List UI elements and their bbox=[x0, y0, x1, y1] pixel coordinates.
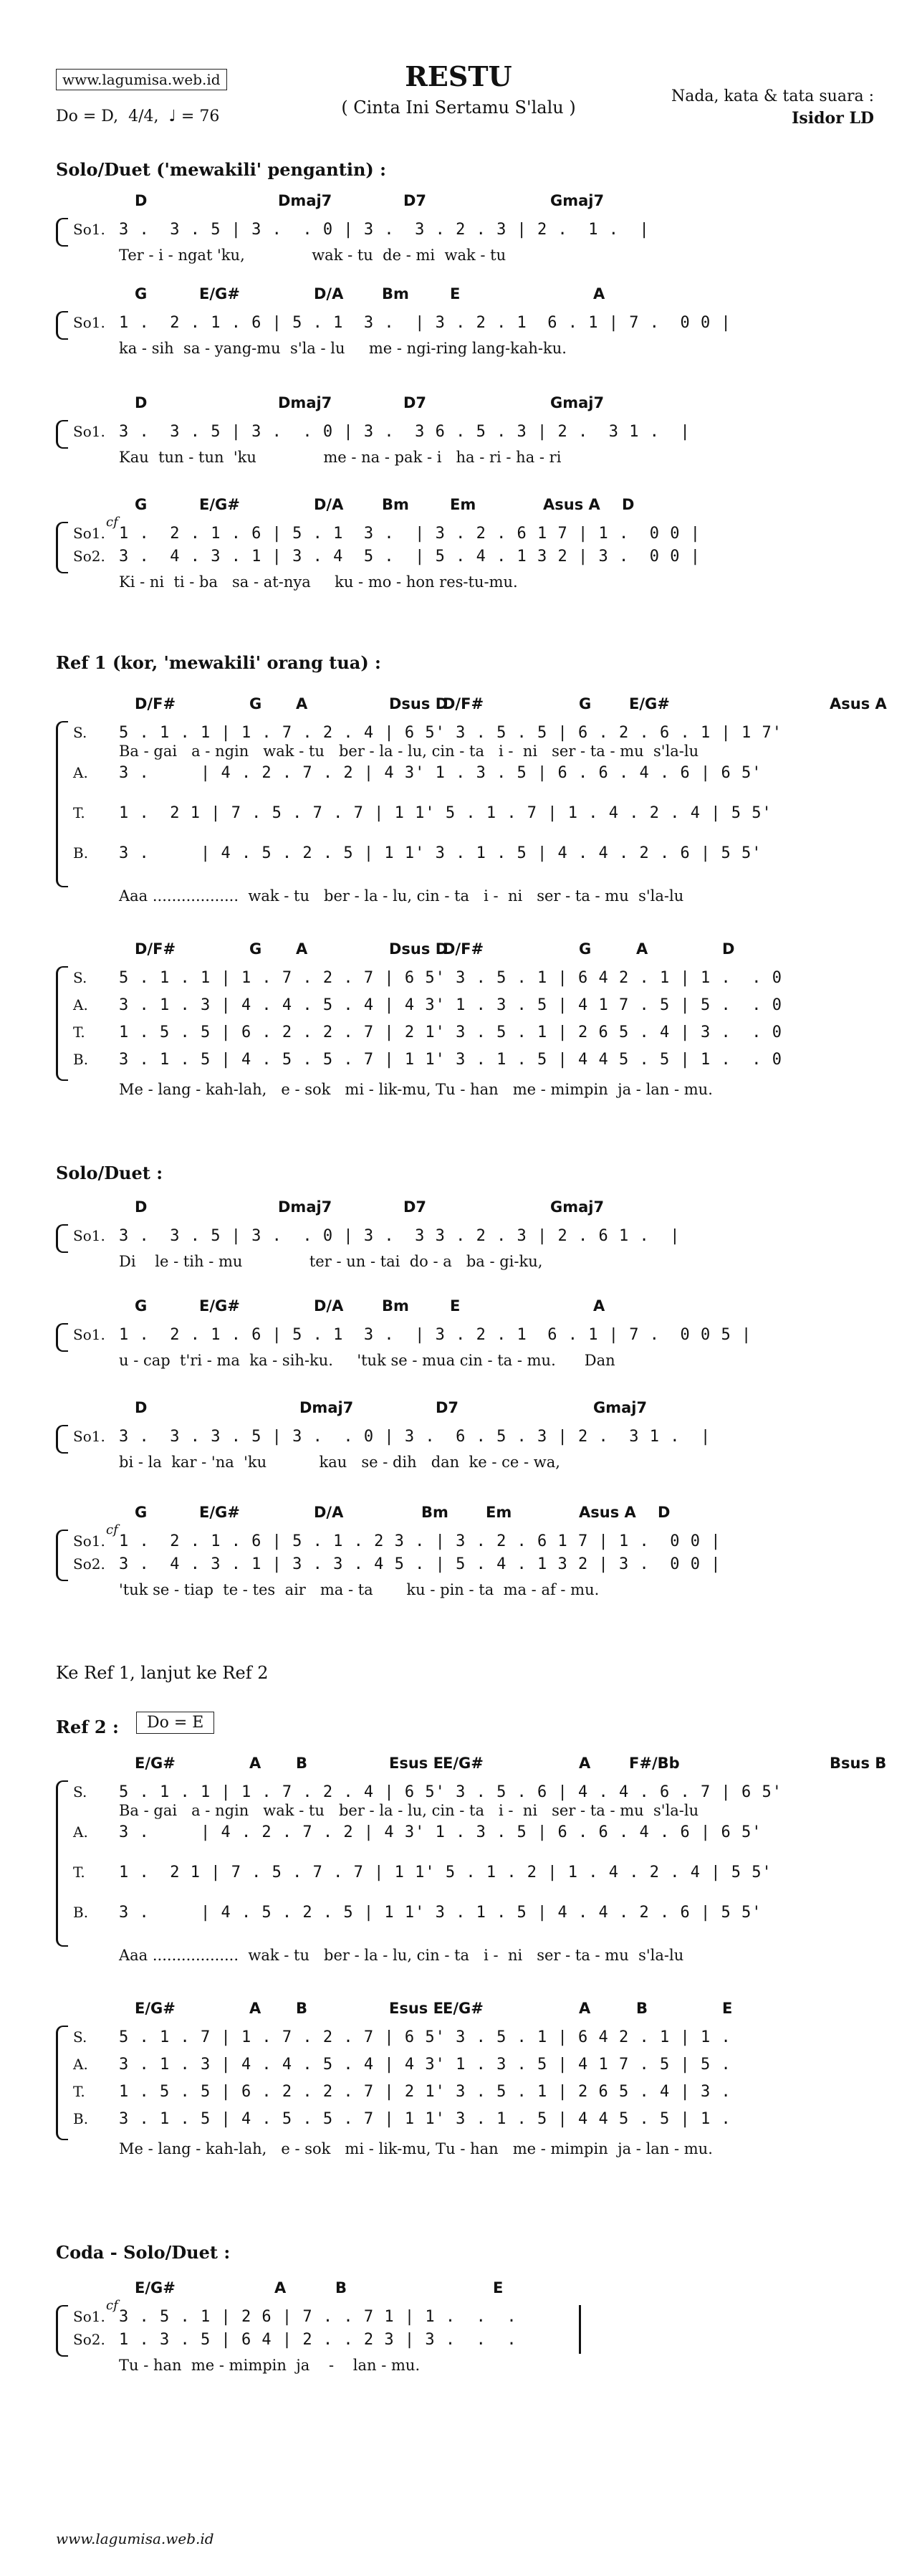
lyric-line: ka - sih sa - yang-mu s'la - lu me - ngi-ring lang-kah-ku. bbox=[119, 340, 567, 357]
final-barline bbox=[579, 2305, 581, 2354]
chord-symbol: E/G# bbox=[443, 2000, 484, 2017]
chord-symbol: D/F# bbox=[443, 940, 484, 958]
part-label: T. bbox=[73, 804, 85, 821]
part-label: A. bbox=[73, 764, 88, 781]
chord-symbol: Bm bbox=[382, 496, 409, 513]
cf-marker: cf bbox=[106, 1522, 118, 1537]
part-label: So1. bbox=[73, 221, 105, 238]
system-brace bbox=[56, 420, 68, 449]
part-label: So1. bbox=[73, 1326, 105, 1343]
note-line: 3 . | 4 . 2 . 7 . 2 | 4 3' 1 . 3 . 5 | 6 . 6 . 4 . 6 | 6 5' bbox=[119, 1823, 762, 1841]
system-brace bbox=[56, 2026, 68, 2140]
chord-symbol: Gmaj7 bbox=[550, 394, 605, 411]
system-brace bbox=[56, 1425, 68, 1454]
note-line: 3 . 1 . 3 | 4 . 4 . 5 . 4 | 4 3' 1 . 3 . 5 | 4 1 7 . 5 | 5 . . 0 bbox=[119, 996, 782, 1014]
lyric-line: Me - lang - kah-lah, e - sok mi - lik-mu, Tu - han me - mimpin ja - lan - mu. bbox=[119, 2140, 713, 2157]
chord-symbol: A bbox=[593, 1297, 605, 1315]
note-line: 3 . 1 . 3 | 4 . 4 . 5 . 4 | 4 3' 1 . 3 . 5 | 4 1 7 . 5 | 5 . bbox=[119, 2056, 731, 2074]
ref2-key-box: Do = E bbox=[136, 1712, 214, 1734]
chord-symbol: A bbox=[296, 940, 308, 958]
lyric-line: Di le - tih - mu ter - un - tai do - a ba - gi-ku, bbox=[119, 1253, 543, 1270]
chord-symbol: Dsus D bbox=[389, 940, 448, 958]
lyric-line: Ter - i - ngat 'ku, wak - tu de - mi wak - tu bbox=[119, 247, 506, 264]
chord-symbol: E bbox=[493, 2279, 504, 2296]
system-12 bbox=[56, 2000, 873, 2186]
lyric-line: bi - la kar - 'na 'ku kau se - dih dan ke - ce - wa, bbox=[119, 1454, 560, 1471]
section-ref-1: Ref 1 (kor, 'mewakili' orang tua) : bbox=[56, 652, 381, 673]
note-line: 5 . 1 . 7 | 1 . 7 . 2 . 7 | 6 5' 3 . 5 . 1 | 6 4 2 . 1 | 1 . bbox=[119, 2028, 731, 2046]
part-label: B. bbox=[73, 1904, 89, 1921]
system-brace bbox=[56, 1323, 68, 1352]
system-1 bbox=[56, 192, 873, 271]
note-line: 1 . 5 . 5 | 6 . 2 . 2 . 7 | 2 1' 3 . 5 . 1 | 2 6 5 . 4 | 3 . bbox=[119, 2083, 731, 2101]
page-title: RESTU bbox=[405, 60, 512, 92]
page-subtitle: ( Cinta Ini Sertamu S'lalu ) bbox=[341, 97, 576, 118]
chord-symbol: E/G# bbox=[135, 2000, 176, 2017]
chord-symbol: Bm bbox=[382, 285, 409, 302]
author-label: Nada, kata & tata suara : bbox=[671, 87, 874, 105]
chord-symbol: E/G# bbox=[443, 1755, 484, 1772]
chord-symbol: Esus E bbox=[389, 2000, 443, 2017]
footer-url: www.lagumisa.web.id bbox=[56, 2530, 214, 2547]
chord-symbol: A bbox=[579, 2000, 591, 2017]
lyric-line: Ba - gai a - ngin wak - tu ber - la - lu, cin - ta i - ni ser - ta - mu s'la-lu bbox=[119, 1802, 699, 1819]
lyric-line: Me - lang - kah-lah, e - sok mi - lik-mu, Tu - han me - mimpin ja - lan - mu. bbox=[119, 1081, 713, 1098]
lyric-line: Aaa .................. wak - tu ber - la - lu, cin - ta i - ni ser - ta - mu s'la-lu bbox=[119, 1947, 684, 1964]
section-solo-2: Solo/Duet : bbox=[56, 1163, 163, 1183]
lyric-line: Ki - ni ti - ba sa - at-nya ku - mo - hon res-tu-mu. bbox=[119, 573, 518, 591]
chord-symbol: B bbox=[296, 2000, 308, 2017]
note-line: 3 . 3 . 5 | 3 . . 0 | 3 . 3 . 2 . 3 | 2 . 1 . | bbox=[119, 221, 650, 239]
chord-symbol: B bbox=[335, 2279, 347, 2296]
chord-symbol: D7 bbox=[403, 1198, 427, 1216]
chord-symbol: Dmaj7 bbox=[278, 394, 332, 411]
chord-symbol: Bm bbox=[421, 1504, 448, 1521]
chord-symbol: G bbox=[249, 695, 262, 712]
system-3 bbox=[56, 394, 873, 473]
chord-symbol: Dmaj7 bbox=[299, 1399, 354, 1416]
part-label: So1. bbox=[73, 423, 105, 440]
cf-marker: cf bbox=[106, 2298, 118, 2313]
lyric-line: Kau tun - tun 'ku me - na - pak - i ha - ri - ha - ri bbox=[119, 449, 562, 466]
chord-symbol: A bbox=[296, 695, 308, 712]
system-brace bbox=[56, 1780, 68, 1947]
note-line: 3 . | 4 . 5 . 2 . 5 | 1 1' 3 . 1 . 5 | 4 . 4 . 2 . 6 | 5 5' bbox=[119, 1904, 762, 1922]
system-brace bbox=[56, 1530, 68, 1581]
chord-symbol: Dsus D bbox=[389, 695, 448, 712]
chord-symbol: D7 bbox=[403, 192, 427, 209]
chord-symbol: G bbox=[135, 1297, 148, 1315]
chord-symbol: D bbox=[135, 192, 148, 209]
chord-symbol: A bbox=[249, 2000, 261, 2017]
part-label: So2. bbox=[73, 1555, 105, 1573]
chord-symbol: B bbox=[636, 2000, 648, 2017]
chord-symbol: Em bbox=[450, 496, 476, 513]
part-label: A. bbox=[73, 1823, 88, 1841]
part-label: S. bbox=[73, 1783, 87, 1800]
chord-symbol: G bbox=[135, 285, 148, 302]
lyric-line: Ba - gai a - ngin wak - tu ber - la - lu, cin - ta i - ni ser - ta - mu s'la-lu bbox=[119, 743, 699, 760]
note-line: 3 . 5 . 1 | 2 6 | 7 . . 7 1 | 1 . . . bbox=[119, 2308, 517, 2326]
chord-symbol: G bbox=[249, 940, 262, 958]
system-11 bbox=[56, 1755, 887, 1991]
chord-symbol: E bbox=[450, 285, 461, 302]
system-5 bbox=[56, 695, 887, 932]
chord-symbol: D/A bbox=[314, 1504, 344, 1521]
chord-symbol: G bbox=[135, 496, 148, 513]
key-tempo-line: Do = D, 4/4, ♩ = 76 bbox=[56, 108, 220, 125]
chord-symbol: A bbox=[579, 1755, 591, 1772]
part-label: So1. bbox=[73, 1428, 105, 1445]
chord-symbol: G bbox=[579, 940, 592, 958]
part-label: A. bbox=[73, 2056, 88, 2073]
note-line: 1 . 2 1 | 7 . 5 . 7 . 7 | 1 1' 5 . 1 . 7 | 1 . 4 . 2 . 4 | 5 5' bbox=[119, 804, 772, 822]
system-8 bbox=[56, 1297, 873, 1376]
lyric-line: u - cap t'ri - ma ka - sih-ku. 'tuk se - mua cin - ta - mu. Dan bbox=[119, 1352, 615, 1369]
chord-symbol: D/A bbox=[314, 285, 344, 302]
system-9 bbox=[56, 1399, 873, 1478]
system-7 bbox=[56, 1198, 873, 1277]
section-ref-2: Ref 2 : bbox=[56, 1717, 119, 1737]
system-brace bbox=[56, 721, 68, 887]
note-line: 1 . 2 1 | 7 . 5 . 7 . 7 | 1 1' 5 . 1 . 2 | 1 . 4 . 2 . 4 | 5 5' bbox=[119, 1864, 772, 1881]
note-line: 5 . 1 . 1 | 1 . 7 . 2 . 7 | 6 5' 3 . 5 . 1 | 6 4 2 . 1 | 1 . . 0 bbox=[119, 969, 782, 987]
note-line: 5 . 1 . 1 | 1 . 7 . 2 . 4 | 6 5' 3 . 5 . 5 | 6 . 2 . 6 . 1 | 1 7' bbox=[119, 724, 782, 742]
system-10 bbox=[56, 1504, 873, 1618]
chord-symbol: A bbox=[593, 285, 605, 302]
chord-symbol: Gmaj7 bbox=[593, 1399, 648, 1416]
part-label: So2. bbox=[73, 2331, 105, 2348]
chord-symbol: E/G# bbox=[199, 285, 240, 302]
chord-symbol: A bbox=[274, 2279, 287, 2296]
chord-symbol: D7 bbox=[403, 394, 427, 411]
chord-symbol: F#/Bb bbox=[629, 1755, 680, 1772]
system-brace bbox=[56, 522, 68, 573]
chord-symbol: Gmaj7 bbox=[550, 1198, 605, 1216]
chord-symbol: D bbox=[658, 1504, 671, 1521]
note-line: 1 . 2 . 1 . 6 | 5 . 1 . 2 3 . | 3 . 2 . 6 1 7 | 1 . 0 0 | bbox=[119, 1532, 721, 1550]
part-label: So1. bbox=[73, 1227, 105, 1244]
chord-symbol: Esus E bbox=[389, 1755, 443, 1772]
chord-symbol: D bbox=[135, 1198, 148, 1216]
system-4 bbox=[56, 496, 873, 611]
author-name: Isidor LD bbox=[792, 109, 874, 128]
note-line: 3 . 3 . 5 | 3 . . 0 | 3 . 3 3 . 2 . 3 | 2 . 6 1 . | bbox=[119, 1227, 681, 1245]
cf-marker: cf bbox=[106, 515, 118, 530]
lyric-line: 'tuk se - tiap te - tes air ma - ta ku - pin - ta ma - af - mu. bbox=[119, 1581, 600, 1598]
chord-symbol: D/F# bbox=[443, 695, 484, 712]
system-13 bbox=[56, 2279, 873, 2394]
system-brace bbox=[56, 966, 68, 1081]
system-2 bbox=[56, 285, 873, 364]
chord-symbol: D/A bbox=[314, 1297, 344, 1315]
chord-symbol: D/F# bbox=[135, 695, 176, 712]
note-line: 1 . 5 . 5 | 6 . 2 . 2 . 7 | 2 1' 3 . 5 . 1 | 2 6 5 . 4 | 3 . . 0 bbox=[119, 1024, 782, 1041]
system-brace bbox=[56, 218, 68, 247]
chord-symbol: E bbox=[450, 1297, 461, 1315]
chord-symbol: Em bbox=[486, 1504, 512, 1521]
note-line: 3 . 3 . 5 | 3 . . 0 | 3 . 3 6 . 5 . 3 | 2 . 3 1 . | bbox=[119, 423, 691, 441]
part-label: So1. bbox=[73, 2308, 105, 2325]
part-label: S. bbox=[73, 2028, 87, 2046]
chord-symbol: Gmaj7 bbox=[550, 192, 605, 209]
system-brace bbox=[56, 1224, 68, 1253]
chord-symbol: B bbox=[296, 1755, 308, 1772]
note-line: 3 . 4 . 3 . 1 | 3 . 3 . 4 5 . | 5 . 4 . 1 3 2 | 3 . 0 0 | bbox=[119, 1555, 721, 1573]
note-line: 3 . | 4 . 2 . 7 . 2 | 4 3' 1 . 3 . 5 | 6 . 6 . 4 . 6 | 6 5' bbox=[119, 764, 762, 782]
part-label: S. bbox=[73, 969, 87, 986]
chord-symbol: G bbox=[135, 1504, 148, 1521]
chord-symbol: E/G# bbox=[135, 1755, 176, 1772]
part-label: T. bbox=[73, 2083, 85, 2100]
note-line: 3 . 3 . 3 . 5 | 3 . . 0 | 3 . 6 . 5 . 3 | 2 . 3 1 . | bbox=[119, 1428, 711, 1446]
note-line: 3 . 1 . 5 | 4 . 5 . 5 . 7 | 1 1' 3 . 1 . 5 | 4 4 5 . 5 | 1 . bbox=[119, 2110, 731, 2128]
chord-symbol: Bsus B bbox=[830, 1755, 887, 1772]
chord-symbol: A bbox=[249, 1755, 261, 1772]
note-line: 1 . 3 . 5 | 6 4 | 2 . . 2 3 | 3 . . . bbox=[119, 2331, 517, 2349]
part-label: A. bbox=[73, 996, 88, 1013]
lyric-line: Tu - han me - mimpin ja - lan - mu. bbox=[119, 2357, 421, 2374]
chord-symbol: D7 bbox=[436, 1399, 459, 1416]
chord-symbol: Asus A bbox=[830, 695, 887, 712]
part-label: B. bbox=[73, 2110, 89, 2127]
part-label: So1. bbox=[73, 1532, 105, 1550]
chord-symbol: E/G# bbox=[199, 1504, 240, 1521]
part-label: B. bbox=[73, 844, 89, 862]
system-brace bbox=[56, 311, 68, 340]
section-solo-1: Solo/Duet ('mewakili' pengantin) : bbox=[56, 159, 386, 180]
part-label: So1. bbox=[73, 525, 105, 542]
chord-symbol: E/G# bbox=[199, 1297, 240, 1315]
note-line: 3 . | 4 . 5 . 2 . 5 | 1 1' 3 . 1 . 5 | 4 . 4 . 2 . 6 | 5 5' bbox=[119, 844, 762, 862]
part-label: So2. bbox=[73, 548, 105, 565]
part-label: So1. bbox=[73, 314, 105, 331]
part-label: T. bbox=[73, 1024, 85, 1041]
chord-symbol: D/F# bbox=[135, 940, 176, 958]
chord-symbol: A bbox=[636, 940, 648, 958]
chord-symbol: Bm bbox=[382, 1297, 409, 1315]
system-brace bbox=[56, 2305, 68, 2357]
section-instruction: Ke Ref 1, lanjut ke Ref 2 bbox=[56, 1663, 269, 1683]
chord-symbol: Asus A bbox=[579, 1504, 636, 1521]
system-6 bbox=[56, 940, 873, 1127]
chord-symbol: D/A bbox=[314, 496, 344, 513]
chord-symbol: G bbox=[579, 695, 592, 712]
note-line: 1 . 2 . 1 . 6 | 5 . 1 3 . | 3 . 2 . 1 6 . 1 | 7 . 0 0 5 | bbox=[119, 1326, 752, 1344]
chord-symbol: D bbox=[135, 394, 148, 411]
site-url-box: www.lagumisa.web.id bbox=[56, 69, 227, 90]
note-line: 1 . 2 . 1 . 6 | 5 . 1 3 . | 3 . 2 . 1 6 . 1 | 7 . 0 0 | bbox=[119, 314, 731, 332]
note-line: 1 . 2 . 1 . 6 | 5 . 1 3 . | 3 . 2 . 6 1 7 | 1 . 0 0 | bbox=[119, 525, 701, 543]
part-label: S. bbox=[73, 724, 87, 741]
part-label: B. bbox=[73, 1051, 89, 1068]
chord-symbol: E/G# bbox=[135, 2279, 176, 2296]
chord-symbol: E/G# bbox=[629, 695, 670, 712]
part-label: T. bbox=[73, 1864, 85, 1881]
chord-symbol: D bbox=[722, 940, 735, 958]
note-line: 3 . 4 . 3 . 1 | 3 . 4 5 . | 5 . 4 . 1 3 2 | 3 . 0 0 | bbox=[119, 548, 701, 566]
note-line: 3 . 1 . 5 | 4 . 5 . 5 . 7 | 1 1' 3 . 1 . 5 | 4 4 5 . 5 | 1 . . 0 bbox=[119, 1051, 782, 1069]
chord-symbol: D bbox=[622, 496, 635, 513]
section-coda: Coda - Solo/Duet : bbox=[56, 2242, 231, 2263]
chord-symbol: E/G# bbox=[199, 496, 240, 513]
note-line: 5 . 1 . 1 | 1 . 7 . 2 . 4 | 6 5' 3 . 5 . 6 | 4 . 4 . 6 . 7 | 6 5' bbox=[119, 1783, 782, 1801]
chord-symbol: Dmaj7 bbox=[278, 1198, 332, 1216]
chord-symbol: E bbox=[722, 2000, 733, 2017]
chord-symbol: Dmaj7 bbox=[278, 192, 332, 209]
chord-symbol: D bbox=[135, 1399, 148, 1416]
lyric-line: Aaa .................. wak - tu ber - la - lu, cin - ta i - ni ser - ta - mu s'la-lu bbox=[119, 887, 684, 905]
chord-symbol: Asus A bbox=[543, 496, 600, 513]
